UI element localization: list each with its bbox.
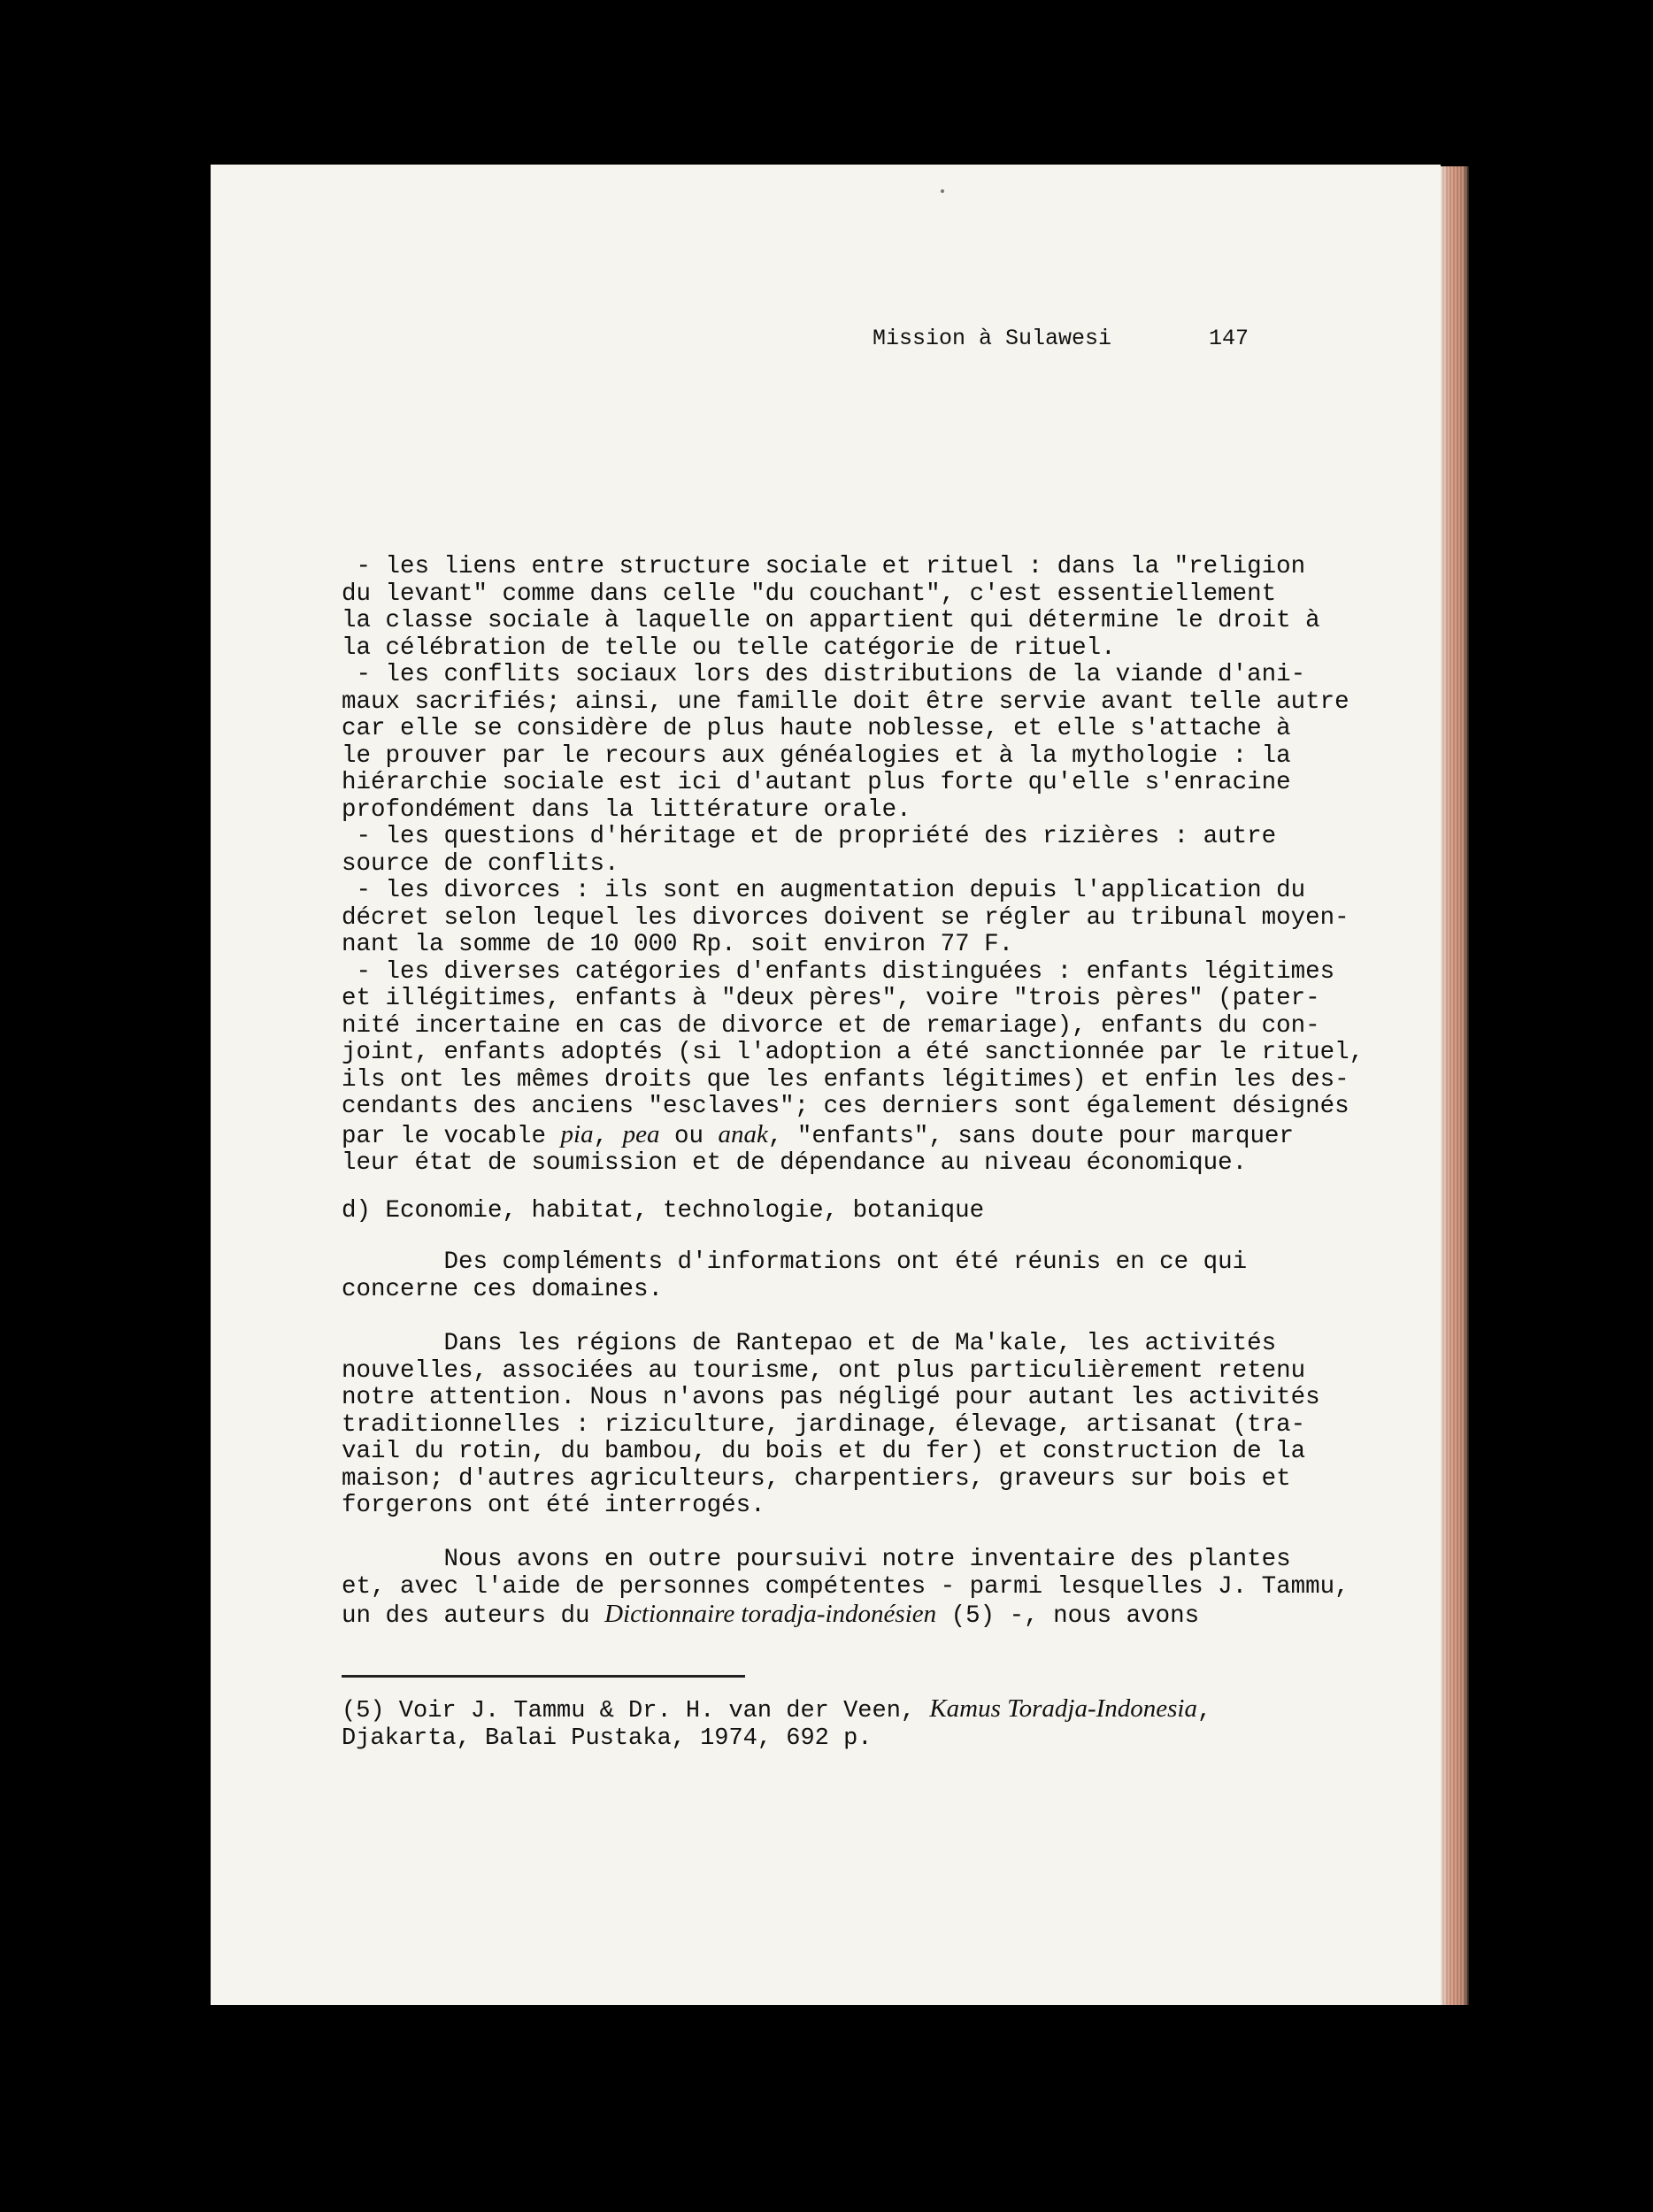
- text-line: ils ont les mêmes droits que les enfants légitimes) et enfin les des-: [342, 1065, 1349, 1094]
- paragraph: [342, 1330, 1320, 1520]
- text-line: - les liens entre structure sociale et rituel : dans la "religion: [342, 553, 1306, 580]
- text-line: - les divorces : ils sont en augmentation depuis l'application du: [342, 877, 1306, 904]
- text-line: maison; d'autres agriculteurs, charpentiers, graveurs sur bois et: [342, 1464, 1291, 1493]
- text-line: - les conflits sociaux lors des distributions de la viande d'ani-: [342, 661, 1306, 688]
- text-line: Dans les régions de Rantepao et de Ma'kale, les activités: [342, 1330, 1277, 1357]
- text-line: leur état de soumission et de dépendance au niveau économique.: [342, 1149, 1248, 1177]
- text-line: vail du rotin, du bambou, du bois et du fer) et construction de la: [342, 1438, 1306, 1465]
- italic-term: pea: [622, 1119, 660, 1148]
- text-line: nouvelles, associées au tourisme, ont plus particulièrement retenu: [342, 1356, 1306, 1385]
- italic-term: anak: [718, 1119, 768, 1148]
- text-line: source de conflits.: [342, 849, 619, 878]
- text-line: [342, 1119, 1294, 1151]
- text-line: - les diverses catégories d'enfants distinguées : enfants légitimes: [342, 957, 1335, 986]
- text-line: du levant" comme dans celle "du couchant", c'est essentiellement: [342, 580, 1277, 608]
- heading-line: d) Economie, habitat, technologie, botanique: [342, 1197, 985, 1225]
- text-line: notre attention. Nous n'avons pas négligé pour autant les activités: [342, 1384, 1320, 1411]
- text-span: (5) Voir J. Tammu & Dr. H. van der Veen,: [342, 1698, 930, 1724]
- text-line: traditionnelles : riziculture, jardinage, élevage, artisanat (tra-: [342, 1410, 1306, 1439]
- text-line: [342, 1695, 1271, 1725]
- text-span: un des auteurs du: [342, 1602, 605, 1630]
- text-line: décret selon lequel les divorces doivent se régler au tribunal moyen-: [342, 903, 1349, 932]
- bullet-list: [342, 553, 1365, 1178]
- text-span: , "enfants", sans doute pour marquer: [767, 1122, 1294, 1150]
- text-span: ou: [659, 1122, 719, 1150]
- text-span: ,: [1196, 1698, 1212, 1724]
- text-line: cendants des anciens "esclaves"; ces derniers sont également désignés: [342, 1093, 1349, 1120]
- text-line: maux sacrifiés; ainsi, une famille doit être servie avant telle autre: [342, 687, 1349, 716]
- text-span: ,: [593, 1122, 623, 1150]
- text-line: le prouver par le recours aux généalogies et à la mythologie : la: [342, 741, 1291, 770]
- text-line: et, avec l'aide de personnes compétentes - parmi lesquelles J. Tammu,: [342, 1572, 1349, 1601]
- speck: [941, 189, 944, 193]
- page-number: 147: [1209, 326, 1249, 351]
- footnote-rule: [342, 1675, 745, 1678]
- text-line: [342, 1601, 1271, 1631]
- text-line: la classe sociale à laquelle on appartient qui détermine le droit à: [342, 607, 1320, 634]
- running-title: Mission à Sulawesi: [873, 326, 1112, 351]
- text-line: nité incertaine en cas de divorce et de remariage), enfants du con-: [342, 1011, 1320, 1040]
- section-heading: [342, 1198, 1271, 1225]
- book-title: Kamus Toradja-Indonesia: [929, 1694, 1197, 1723]
- text-line: Nous avons en outre poursuivi notre inventaire des plantes: [342, 1546, 1291, 1573]
- text-line: Djakarta, Balai Pustaka, 1974, 692 p.: [342, 1724, 873, 1752]
- text-line: la célébration de telle ou telle catégorie de rituel.: [342, 634, 1116, 662]
- footnote: [342, 1695, 1271, 1752]
- text-span: (5) -, nous avons: [936, 1602, 1200, 1630]
- text-line: car elle se considère de plus haute noblesse, et elle s'attache à: [342, 715, 1291, 742]
- paragraph: [342, 1546, 1349, 1631]
- text-line: profondément dans la littérature orale.: [342, 795, 911, 824]
- text-line: Des compléments d'informations ont été réunis en ce qui: [342, 1248, 1248, 1276]
- text-line: - les questions d'héritage et de propriété des rizières : autre: [342, 823, 1277, 850]
- book-title: Dictionnaire toradja-indonésien: [604, 1600, 937, 1628]
- text-line: joint, enfants adoptés (si l'adoption a été sanctionnée par le rituel,: [342, 1039, 1365, 1066]
- text-line: et illégitimes, enfants à "deux pères", voire "trois pères" (pater-: [342, 985, 1320, 1012]
- page-edge-texture: [1441, 166, 1469, 2005]
- text-line: hiérarchie sociale est ici d'autant plus forte qu'elle s'enracine: [342, 769, 1291, 796]
- text-line: concerne ces domaines.: [342, 1275, 664, 1303]
- text-line: forgerons ont été interrogés.: [342, 1492, 765, 1519]
- italic-term: pia: [560, 1119, 594, 1148]
- text-line: nant la somme de 10 000 Rp. soit environ 77 F.: [342, 931, 1014, 958]
- paragraph: [342, 1249, 1271, 1303]
- text-span: par le vocable: [342, 1122, 561, 1150]
